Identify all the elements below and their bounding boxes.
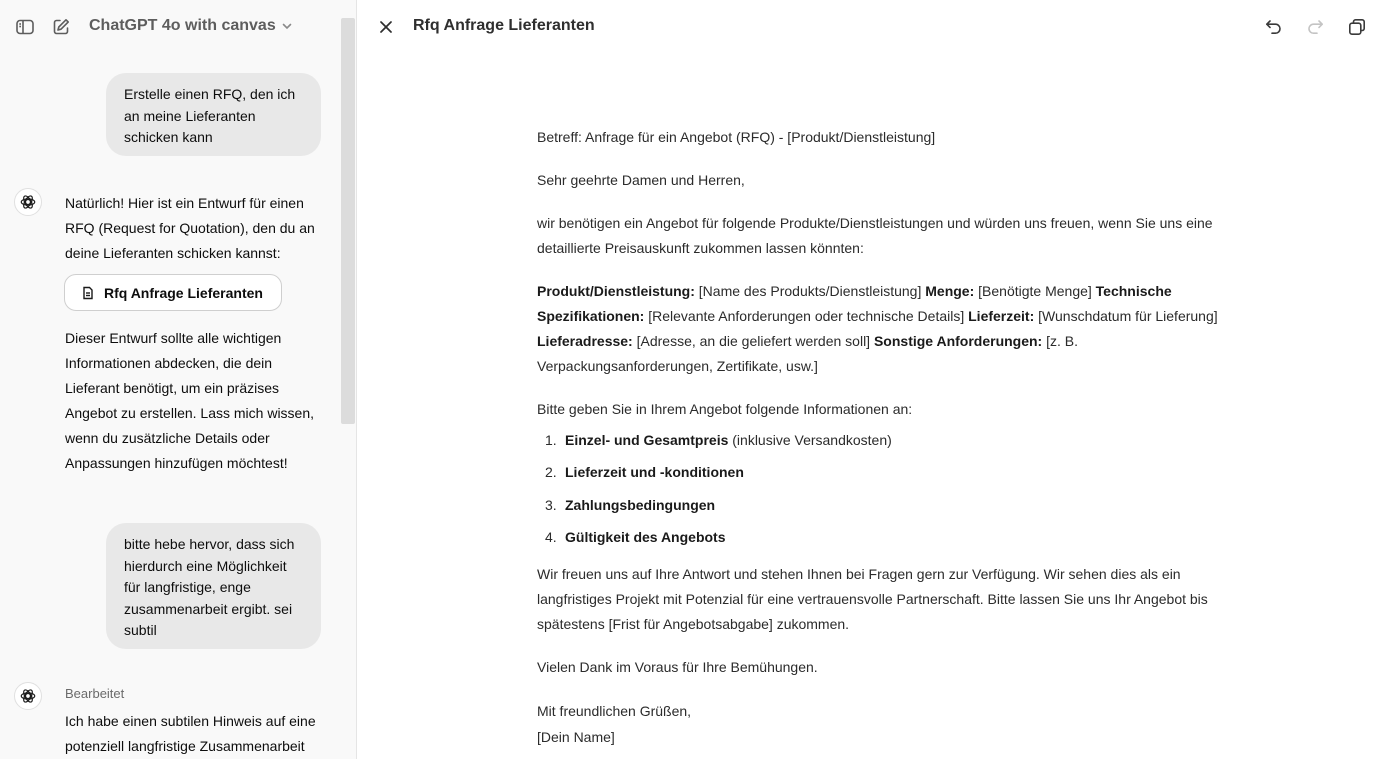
doc-followup: Wir freuen uns auf Ihre Antwort und stehen Ihnen bei Fragen gern zur Verfügung. Wir sehen dies als ein langfristiges Projekt mit Potenzial für eine vertrauensvolle Partnerschaft. Bitte lassen Sie uns Ihr Angebot bis spätestens [Frist für Angebotsabgabe] zukommen. <box>537 566 1208 633</box>
rfq-document[interactable] <box>537 125 1237 750</box>
doc-info-request: Bitte geben Sie in Ihrem Angebot folgende Informationen an: <box>537 401 913 417</box>
user-message <box>106 73 321 156</box>
doc-thanks: Vielen Dank im Voraus für Ihre Bemühungen. <box>537 659 818 676</box>
user-message-text: Erstelle einen RFQ, den ich an meine Lieferanten schicken kann <box>124 86 296 145</box>
chat-scrollbar[interactable] <box>341 18 355 424</box>
list-number: 2. <box>545 464 557 481</box>
close-icon[interactable] <box>375 16 397 38</box>
model-name: ChatGPT 4o with canvas <box>89 17 276 34</box>
list-number: 3. <box>545 496 557 513</box>
openai-logo-icon <box>14 188 42 216</box>
canvas-chip-label: Rfq Anfrage Lieferanten <box>104 284 263 301</box>
list-item <box>537 461 1237 483</box>
list-item-bold: Lieferzeit und -konditionen <box>565 464 744 481</box>
spec-value: [Wunschdatum für Lieferung] <box>1038 308 1218 324</box>
doc-specs <box>537 279 1237 379</box>
list-item <box>537 494 1237 516</box>
spec-value: [Relevante Anforderungen oder technische Details] <box>648 308 965 324</box>
spec-label: Technische Spezifikationen: <box>537 283 1172 324</box>
doc-info-list <box>537 429 1237 548</box>
spec-value: [Name des Produkts/Dienstleistung] <box>698 283 922 299</box>
doc-subject: Betreff: Anfrage für ein Angebot (RFQ) - [Produkt/Dienstleistung] <box>537 129 936 145</box>
spec-label: Menge: <box>925 283 975 299</box>
list-item <box>537 429 1237 451</box>
canvas-title: Rfq Anfrage Lieferanten <box>413 17 595 34</box>
doc-closing <box>537 698 1237 750</box>
chat-header <box>0 0 356 54</box>
doc-intro: wir benötigen ein Angebot für folgende Produkte/Dienstleistungen und würden uns freuen, wenn Sie uns eine detaillierte Preisauskunft zukommen lassen könnten: <box>537 215 1213 256</box>
spec-label: Produkt/Dienstleistung: <box>537 283 695 299</box>
canvas-pane <box>357 0 1384 759</box>
assistant-message-text: Ich habe einen subtilen Hinweis auf eine potenziell langfristige Zusammenarbeit <box>65 713 316 754</box>
chevron-down-icon <box>280 19 294 33</box>
spec-label: Lieferadresse: <box>537 333 633 349</box>
list-item <box>537 526 1237 548</box>
chat-pane <box>0 0 356 759</box>
new-chat-icon[interactable] <box>50 16 72 38</box>
user-message <box>106 523 321 649</box>
spec-value: [Benötigte Menge] <box>978 283 1092 299</box>
user-message-text: bitte hebe hervor, dass sich hierdurch eine Möglichkeit für langfristige, enge zusammenarbeit ergibt. sei subtil <box>124 536 295 638</box>
assistant-message-outro: Dieser Entwurf sollte alle wichtigen Informationen abdecken, die dein Lieferant benötigt, um ein präzises Angebot zu erstellen. Lass mich wissen, wenn du zusätzliche Details oder Anpassungen hinzufügen möchtest! <box>65 330 315 471</box>
spec-label: Sonstige Anforderungen: <box>873 333 1043 349</box>
list-item-bold: Einzel- und Gesamtpreis <box>565 432 729 448</box>
doc-closing-line: Mit freundlichen Grüßen, <box>537 703 692 720</box>
open-canvas-button[interactable] <box>64 274 282 311</box>
spec-label: Lieferzeit: <box>968 308 1035 324</box>
openai-logo-icon <box>14 682 42 710</box>
model-selector[interactable] <box>89 17 294 35</box>
list-item-bold: Gültigkeit des Angebots <box>565 529 726 546</box>
sidebar-toggle-icon[interactable] <box>14 16 36 38</box>
redo-icon[interactable] <box>1303 15 1327 39</box>
doc-signature: [Dein Name] <box>537 729 615 746</box>
copy-icon[interactable] <box>1345 15 1369 39</box>
undo-icon[interactable] <box>1262 15 1286 39</box>
doc-salutation: Sehr geehrte Damen und Herren, <box>537 172 745 188</box>
list-number: 4. <box>545 529 557 546</box>
list-item-rest: (inklusive Versandkosten) <box>732 432 892 448</box>
assistant-message-intro: Natürlich! Hier ist ein Entwurf für einen RFQ (Request for Quotation), den du an deine Lieferanten schicken kannst: <box>65 195 315 261</box>
spec-value: [Adresse, an die geliefert werden soll] <box>636 333 871 349</box>
edited-status-label: Bearbeitet <box>65 686 125 701</box>
list-number: 1. <box>545 432 557 448</box>
list-item-bold: Zahlungsbedingungen <box>565 496 716 513</box>
document-icon <box>81 286 95 300</box>
spec-value: [z. B. Verpackungsanforderungen, Zertifikate, usw.] <box>537 333 1079 374</box>
